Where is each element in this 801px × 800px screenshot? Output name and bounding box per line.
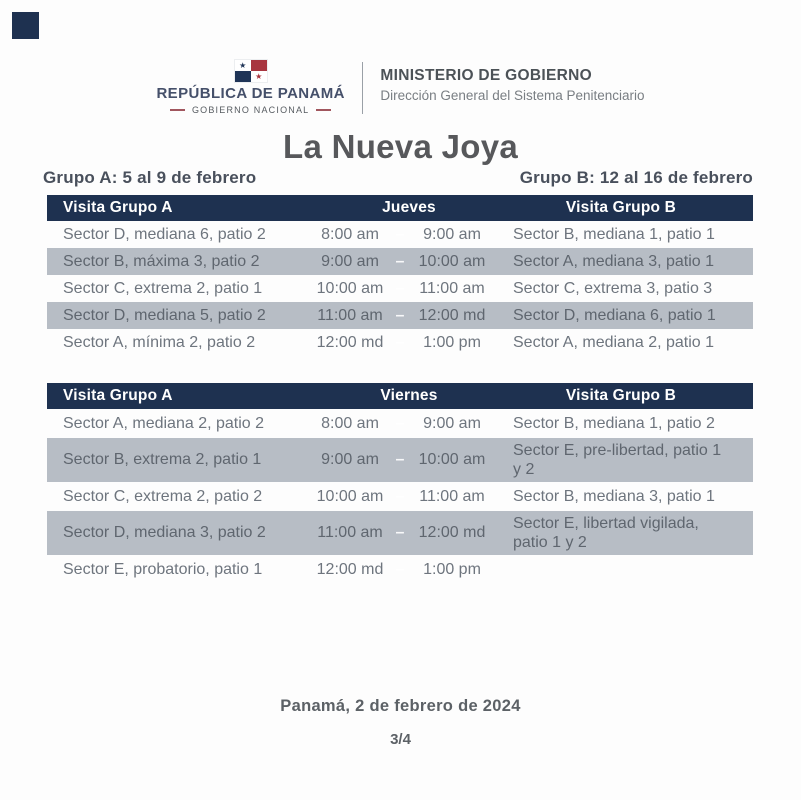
- sector-group-b-cell: Sector D, mediana 6, patio 1: [513, 307, 716, 324]
- sector-group-b-cell: Sector A, mediana 3, patio 1: [513, 253, 715, 270]
- time-range-dash: –: [395, 487, 405, 505]
- sector-group-a-cell: Sector A, mediana 2, patio 2: [63, 414, 265, 432]
- time-start-cell: 10:00 am: [316, 487, 384, 505]
- national-government-row: [156, 105, 344, 115]
- header-day: Jueves: [382, 199, 436, 216]
- time-end-cell: 12:00 md: [418, 306, 486, 324]
- time-start-cell: 10:00 am: [316, 279, 384, 297]
- visit-table-jueves: [47, 195, 753, 356]
- sector-group-b-cell: Sector E, pre-libertad, patio 1 y 2: [513, 442, 722, 478]
- table-row: [47, 329, 753, 356]
- header-group-b: Visita Grupo B: [565, 199, 677, 216]
- time-range-dash: –: [395, 524, 405, 541]
- time-end-cell: 12:00 md: [418, 524, 486, 541]
- header-group-b: Visita Grupo B: [565, 387, 677, 404]
- time-end-cell: 11:00 am: [419, 279, 485, 297]
- sector-group-b-cell: Sector C, extrema 3, patio 3: [513, 280, 713, 297]
- time-start-cell: 11:00 am: [317, 306, 383, 324]
- corner-accent-square: [12, 12, 39, 39]
- time-end-cell: 9:00 am: [423, 414, 481, 432]
- sector-group-b-cell: Sector B, mediana 1, patio 1: [513, 226, 715, 243]
- group-date-labels: [43, 168, 753, 188]
- header-group-a: Visita Grupo A: [63, 199, 173, 216]
- flag-blue-quadrant: [235, 71, 251, 82]
- ministry-block: [380, 67, 644, 109]
- time-range-dash: –: [395, 560, 405, 578]
- sector-group-b-cell: Sector B, mediana 1, patio 2: [513, 415, 715, 432]
- table-header-row: [47, 383, 753, 409]
- table-header-row: [47, 195, 753, 221]
- left-dash-icon: [170, 109, 185, 111]
- sector-group-a-cell: Sector B, máxima 3, patio 2: [63, 252, 260, 270]
- republic-label: REPÚBLICA DE PANAMÁ: [156, 85, 345, 102]
- header-group-a: Visita Grupo A: [63, 387, 173, 404]
- sector-group-a-cell: Sector A, mínima 2, patio 2: [63, 333, 256, 351]
- sector-group-a-cell: Sector D, mediana 5, patio 2: [63, 306, 266, 324]
- time-end-cell: 9:00 am: [423, 225, 481, 243]
- table-row: [47, 555, 753, 584]
- right-dash-icon: [316, 109, 331, 111]
- time-start-cell: 12:00 md: [316, 560, 384, 578]
- group-a-dates: Grupo A: 5 al 9 de febrero: [43, 168, 257, 187]
- group-b-dates: Grupo B: 12 al 16 de febrero: [519, 168, 753, 187]
- table-row: [47, 409, 753, 438]
- footer-date: Panamá, 2 de febrero de 2024: [280, 697, 521, 715]
- sector-group-a-cell: Sector D, mediana 3, patio 2: [63, 524, 266, 541]
- time-start-cell: 9:00 am: [321, 451, 379, 468]
- visit-table-viernes: [47, 383, 753, 584]
- time-end-cell: 10:00 am: [418, 252, 486, 270]
- time-start-cell: 9:00 am: [321, 252, 379, 270]
- time-range-dash: –: [395, 414, 405, 432]
- table-row: [47, 438, 753, 482]
- sector-group-b-cell: Sector E, libertad vigilada, patio 1 y 2: [513, 515, 699, 551]
- sector-group-a-cell: Sector C, extrema 2, patio 1: [63, 279, 263, 297]
- table-row: [47, 511, 753, 555]
- table-row: [47, 248, 753, 275]
- table-row: [47, 221, 753, 248]
- flag-red-star: ★: [251, 71, 267, 82]
- table-body: [47, 221, 753, 356]
- document-header: [0, 60, 801, 115]
- time-start-cell: 8:00 am: [321, 414, 379, 432]
- panama-flag-icon: [235, 60, 267, 82]
- ministry-name: MINISTERIO DE GOBIERNO: [380, 66, 592, 84]
- sector-group-b-cell: Sector A, mediana 2, patio 1: [513, 334, 715, 351]
- sector-group-a-cell: Sector D, mediana 6, patio 2: [63, 225, 266, 243]
- header-divider: [362, 62, 364, 114]
- table-row: [47, 302, 753, 329]
- sector-group-b-cell: Sector B, mediana 3, patio 1: [513, 488, 715, 505]
- header-day: Viernes: [380, 387, 438, 404]
- sector-group-b-cell: [499, 567, 729, 573]
- flag-blue-star: ★: [235, 60, 251, 71]
- page-title: La Nueva Joya: [282, 128, 518, 165]
- national-government-label: GOBIERNO NACIONAL: [191, 105, 310, 115]
- time-start-cell: 11:00 am: [317, 524, 383, 541]
- table-row: [47, 275, 753, 302]
- time-start-cell: 12:00 md: [316, 333, 384, 351]
- time-end-cell: 10:00 am: [418, 451, 486, 468]
- time-end-cell: 11:00 am: [419, 487, 485, 505]
- sector-group-a-cell: Sector C, extrema 2, patio 2: [63, 487, 263, 505]
- sector-group-a-cell: Sector B, extrema 2, patio 1: [63, 451, 262, 468]
- time-end-cell: 1:00 pm: [423, 560, 481, 578]
- flag-red-quadrant: [251, 60, 267, 71]
- time-range-dash: –: [395, 225, 405, 243]
- ministry-department: Dirección General del Sistema Penitenciario: [380, 87, 645, 103]
- time-range-dash: –: [395, 306, 405, 324]
- table-row: [47, 482, 753, 511]
- time-end-cell: 1:00 pm: [423, 333, 481, 351]
- time-range-dash: –: [395, 451, 405, 468]
- time-range-dash: –: [395, 333, 405, 351]
- time-range-dash: –: [395, 279, 405, 297]
- time-range-dash: –: [395, 252, 405, 270]
- panama-government-logo: [156, 60, 344, 115]
- time-start-cell: 8:00 am: [321, 225, 379, 243]
- page-number: 3/4: [390, 731, 411, 748]
- table-body: [47, 409, 753, 584]
- sector-group-a-cell: Sector E, probatorio, patio 1: [63, 560, 263, 578]
